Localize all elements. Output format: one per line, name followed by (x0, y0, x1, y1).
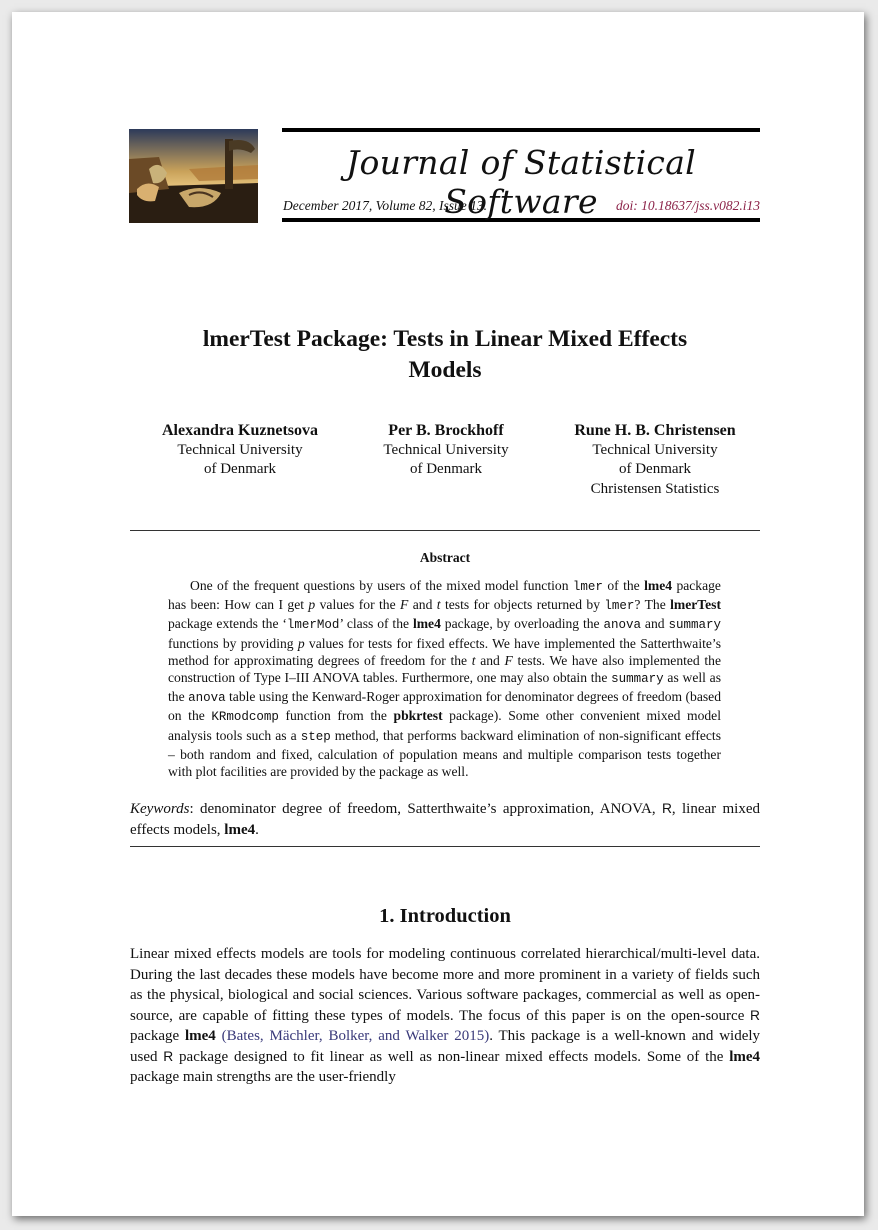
issue-info: December 2017, Volume 82, Issue 13. (283, 198, 487, 213)
abstract-text: One of the frequent questions by users of the mixed model function lmer of the lme4 package has been: How can I get p values for the F and t tests for objects returned by lmer? The lmerTest package extends the ‘lmerMod’ class of the lme4 package, by overloading the anova and summary functions by providing p values for tests for fixed effects. We have implemented the Satterthwaite’s method for approximating degrees of freedom for the t and F tests. We have also implemented the construction of Type I–III ANOVA tables. Furthermore, one may also obtain the summary as well as the anova table using the Kenward-Roger approximation for denominator degrees of freedom (based on the KRmodcomp function from the pbkrtest package). Some other convenient mixed model analysis tools such as a step method, that performs backward elimination of non-significant effects – both random and fixed, calculation of population means and multiple comparison tests together with plot facilities are provided by the package as well. (168, 578, 722, 780)
title-line-2: Models (408, 357, 482, 383)
introduction-paragraph: Linear mixed effects models are tools for modeling continuous correlated hierarchical/multi-level data. During the last decades these models have become more and more prominent in a variety of fields such as the physical, biological and social sciences. Various software packages, commercial as well as open-source, are capable of fitting these types of models. The focus of this paper is on the open-source R package lme4 (Bates, Mächler, Bolker, and Walker 2015). This package is a well-known and widely used R package designed to fit linear as well as non-linear mixed effects models. Some of the lme4 package main strengths are the user-friendly (130, 946, 761, 1085)
doi-link[interactable]: doi: 10.18637/jss.v082.i13 (616, 198, 760, 213)
journal-title: Journal of Statistical Software (345, 143, 697, 221)
abstract-bottom-rule (130, 846, 760, 847)
author-name: Rune H. B. Christensen (574, 422, 736, 439)
author-affiliation: Christensen Statistics (590, 480, 720, 497)
author-name: Alexandra Kuznetsova (162, 422, 318, 439)
author-affiliation: Technical University (177, 441, 303, 458)
abstract-heading: Abstract (419, 550, 471, 565)
author-block-2 (348, 421, 544, 480)
author-affiliation: Technical University (592, 441, 718, 458)
author-affiliation: of Denmark (618, 461, 692, 477)
journal-logo-image (129, 129, 258, 223)
keywords-label: Keywords (130, 801, 190, 817)
keywords: Keywords: denominator degree of freedom, Satterthwaite’s approximation, ANOVA, R, linear mixed effects models, lme4. (130, 801, 760, 838)
author-block-1 (130, 421, 350, 480)
title-line-1: lmerTest Package: Tests in Linear Mixed Effects (202, 326, 688, 352)
author-name: Per B. Brockhoff (388, 422, 504, 439)
section-heading-introduction: 1. Introduction (379, 905, 511, 927)
author-affiliation: of Denmark (203, 461, 277, 477)
author-affiliation: of Denmark (409, 461, 483, 477)
abstract-top-rule (130, 530, 760, 531)
header-top-rule (282, 128, 760, 132)
author-block-3 (546, 421, 764, 499)
citation-link[interactable]: (Bates, Mächler, Bolker, and Walker 2015) (221, 1028, 490, 1044)
author-affiliation: Technical University (383, 441, 509, 458)
paper-title (130, 324, 760, 386)
